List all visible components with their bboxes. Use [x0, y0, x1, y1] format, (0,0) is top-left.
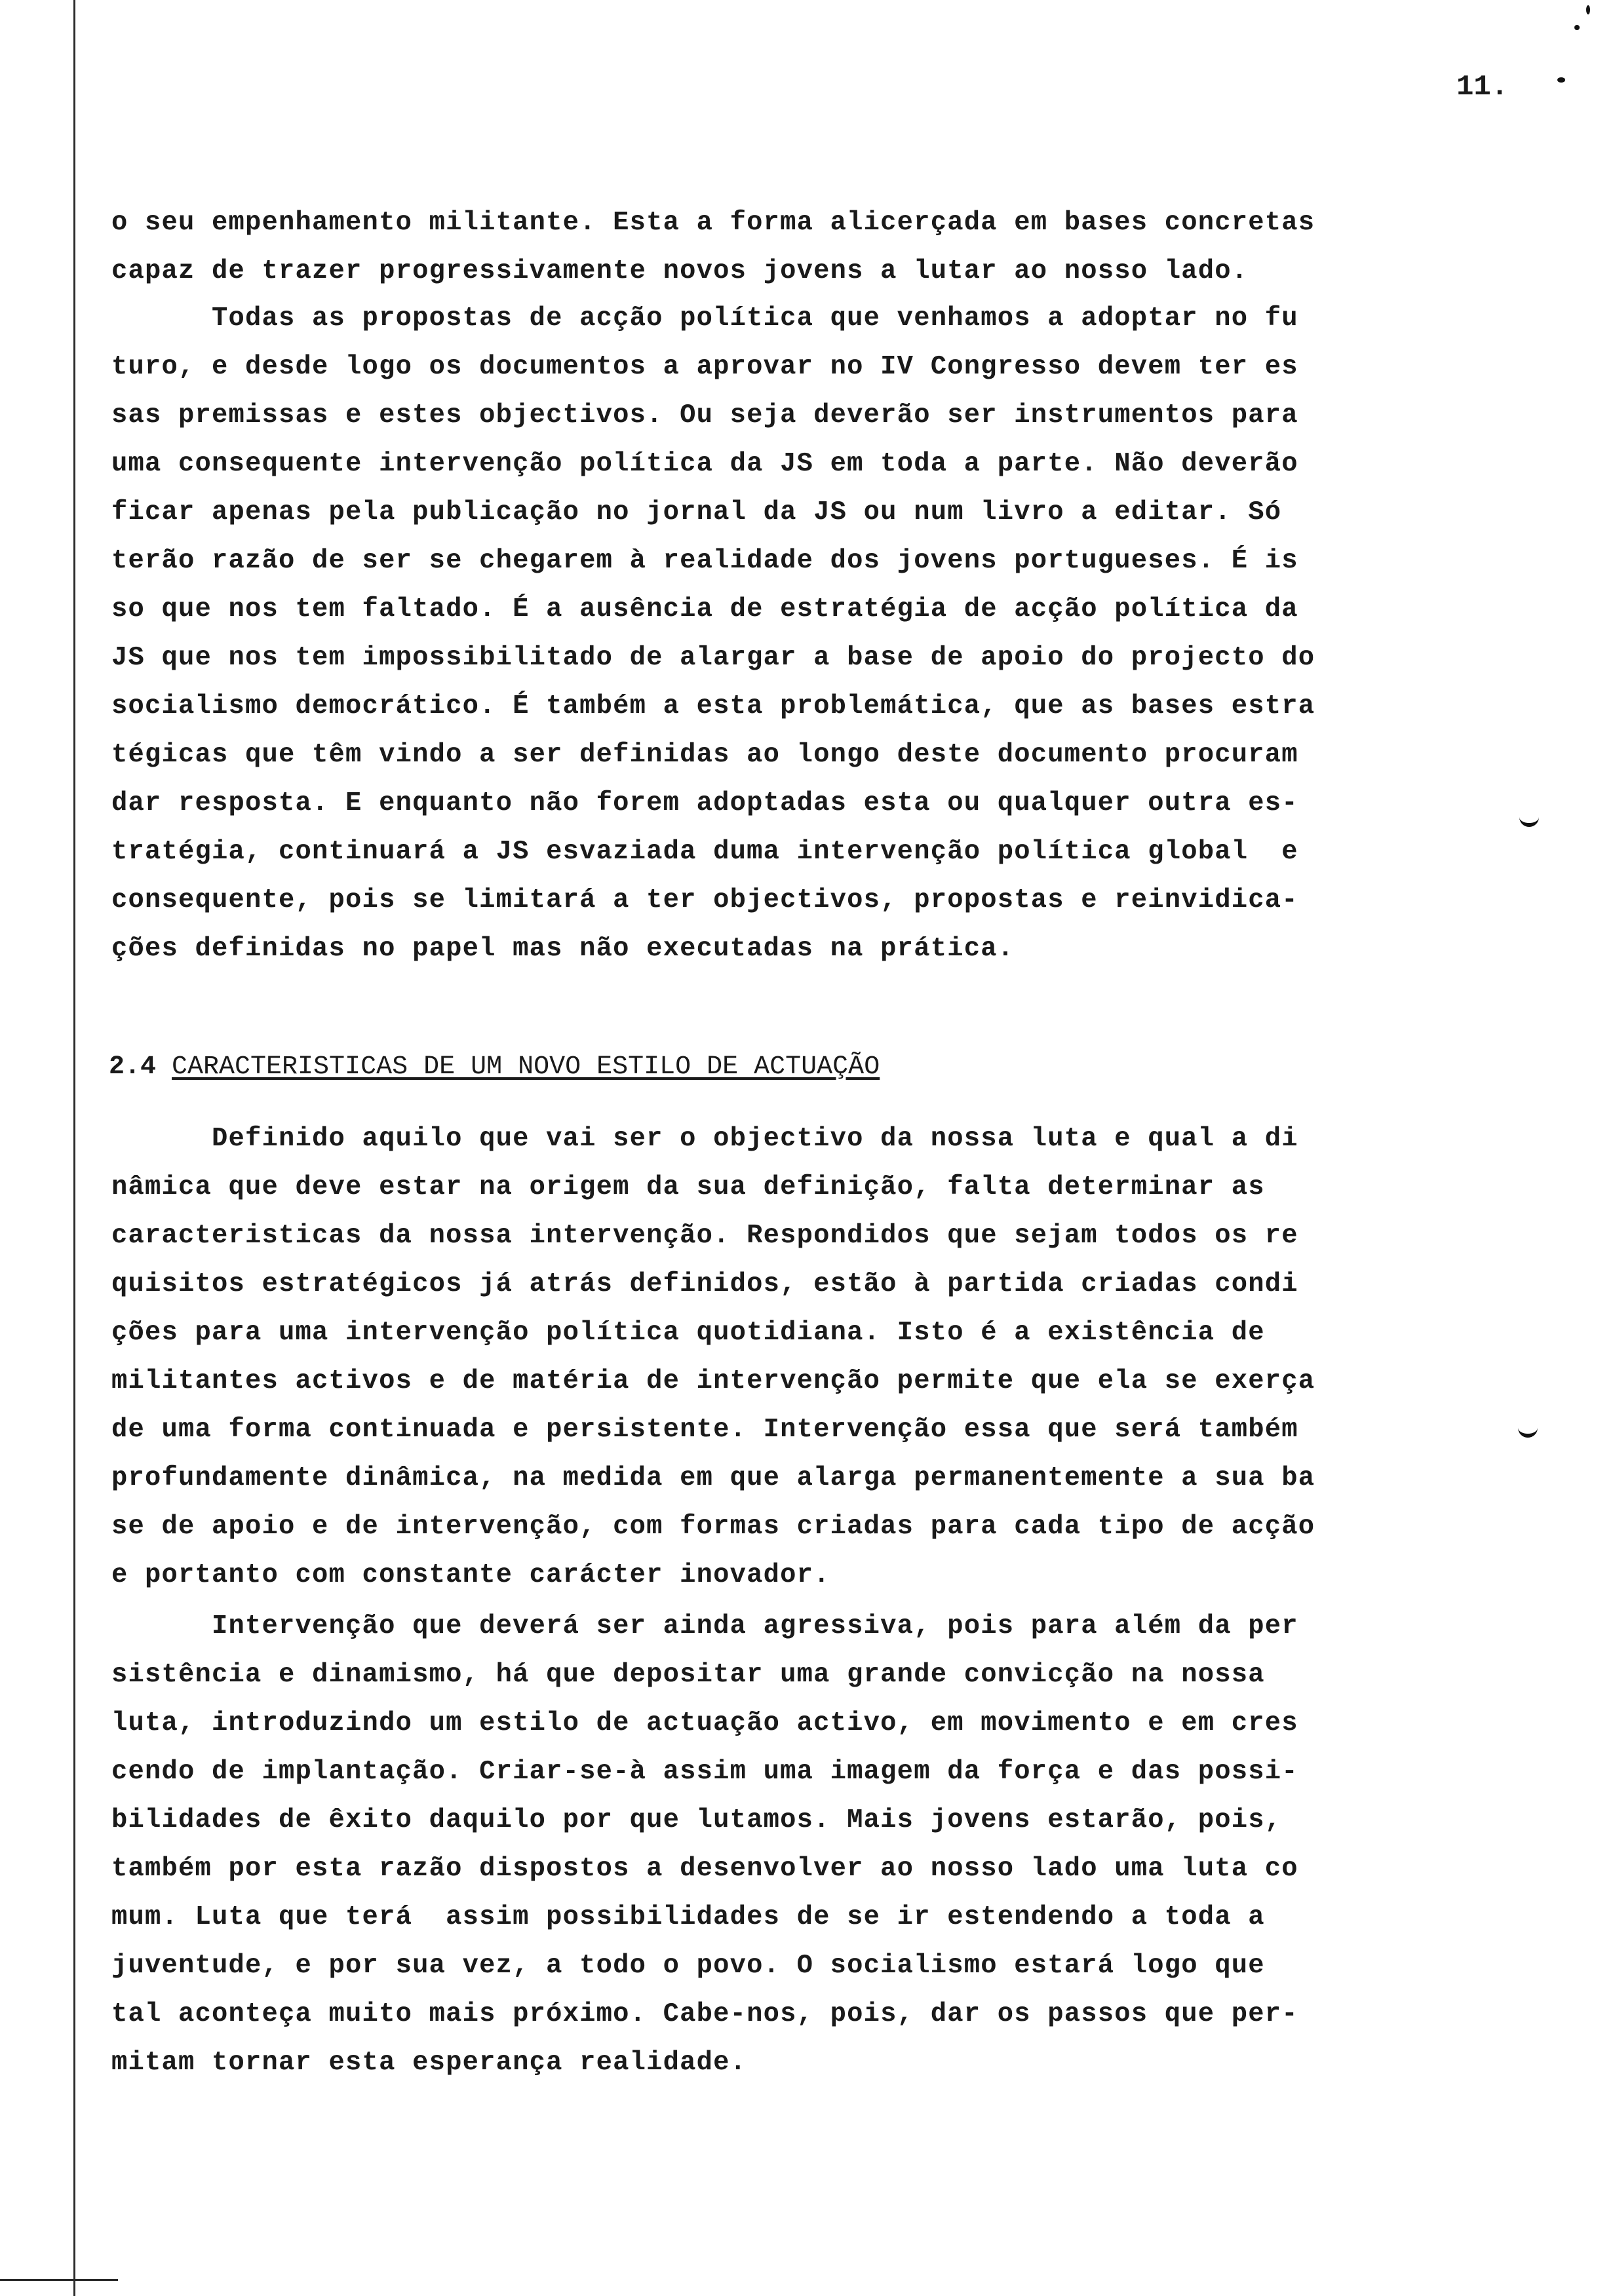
text-line: Intervenção que deverá ser ainda agressiva, pois para além da per: [111, 1611, 1298, 1641]
text-line: juventude, e por sua vez, a todo o povo. O socialismo estará logo que: [111, 1951, 1265, 1981]
text-line: socialismo democrático. É também a esta problemática, que as bases estra: [111, 691, 1315, 721]
text-line: ficar apenas pela publicação no jornal da JS ou num livro a editar. Só: [111, 497, 1282, 527]
text-line: tratégia, continuará a JS esvaziada duma intervenção política global e: [111, 837, 1298, 867]
text-line: bilidades de êxito daquilo por que lutamos. Mais jovens estarão, pois,: [111, 1805, 1282, 1835]
text-line: JS que nos tem impossibilitado de alargar a base de apoio do projecto do: [111, 643, 1315, 673]
text-line: se de apoio e de intervenção, com formas criadas para cada tipo de acção: [111, 1512, 1315, 1542]
section-heading: [109, 1052, 880, 1082]
text-line: ções definidas no papel mas não executadas na prática.: [111, 934, 1015, 964]
text-line: cendo de implantação. Criar-se-à assim uma imagem da força e das possi-: [111, 1757, 1298, 1787]
text-line: dar resposta. E enquanto não forem adoptadas esta ou qualquer outra es-: [111, 788, 1298, 818]
hole-punch-mark: [1519, 803, 1539, 827]
text-line: caracteristicas da nossa intervenção. Respondidos que sejam todos os re: [111, 1221, 1298, 1251]
section-title: CARACTERISTICAS DE UM NOVO ESTILO DE ACTUAÇÃO: [172, 1052, 880, 1082]
text-line: militantes activos e de matéria de intervenção permite que ela se exerça: [111, 1366, 1315, 1396]
section-number: 2.4: [109, 1052, 157, 1082]
text-line: Definido aquilo que vai ser o objectivo da nossa luta e qual a di: [111, 1124, 1298, 1154]
text-line: consequente, pois se limitará a ter objectivos, propostas e reinvidica-: [111, 885, 1298, 915]
text-line: turo, e desde logo os documentos a aprovar no IV Congresso devem ter es: [111, 352, 1298, 382]
text-line: quisitos estratégicos já atrás definidos, estão à partida criadas condi: [111, 1269, 1298, 1299]
text-line: de uma forma continuada e persistente. Intervenção essa que será também: [111, 1415, 1298, 1445]
text-line: e portanto com constante carácter inovador.: [111, 1560, 830, 1590]
text-line: profundamente dinâmica, na medida em que alarga permanentemente a sua ba: [111, 1463, 1315, 1493]
text-line: tégicas que têm vindo a ser definidas ao longo deste documento procuram: [111, 740, 1298, 770]
text-line: uma consequente intervenção política da JS em toda a parte. Não deverão: [111, 449, 1298, 479]
text-line: sistência e dinamismo, há que depositar uma grande convicção na nossa: [111, 1660, 1265, 1690]
left-margin-line: [73, 0, 75, 2296]
text-line: mum. Luta que terá assim possibilidades de se ir estendendo a toda a: [111, 1902, 1265, 1932]
ink-speck: [1574, 25, 1580, 30]
text-line: Todas as propostas de acção política que venhamos a adoptar no fu: [111, 303, 1298, 334]
page-number: 11.: [1456, 71, 1509, 104]
text-line: mitam tornar esta esperança realidade.: [111, 2048, 747, 2078]
ink-speck: [1586, 5, 1590, 14]
text-line: nâmica que deve estar na origem da sua definição, falta determinar as: [111, 1172, 1265, 1202]
ink-speck: [1557, 77, 1565, 83]
text-line: capaz de trazer progressivamente novos jovens a lutar ao nosso lado.: [111, 256, 1249, 286]
text-line: o seu empenhamento militante. Esta a forma alicerçada em bases concretas: [111, 208, 1315, 238]
text-line: luta, introduzindo um estilo de actuação activo, em movimento e em cres: [111, 1708, 1298, 1738]
text-line: ções para uma intervenção política quotidiana. Isto é a existência de: [111, 1318, 1265, 1348]
text-line: tal aconteça muito mais próximo. Cabe-nos, pois, dar os passos que per-: [111, 1999, 1298, 2029]
hole-punch-mark: [1518, 1414, 1538, 1438]
text-line: sas premissas e estes objectivos. Ou seja deverão ser instrumentos para: [111, 400, 1298, 430]
text-line: terão razão de ser se chegarem à realidade dos jovens portugueses. É is: [111, 546, 1298, 576]
text-line: so que nos tem faltado. É a ausência de estratégia de acção política da: [111, 594, 1298, 624]
bottom-edge-line: [0, 2279, 118, 2281]
text-line: também por esta razão dispostos a desenvolver ao nosso lado uma luta co: [111, 1854, 1298, 1884]
